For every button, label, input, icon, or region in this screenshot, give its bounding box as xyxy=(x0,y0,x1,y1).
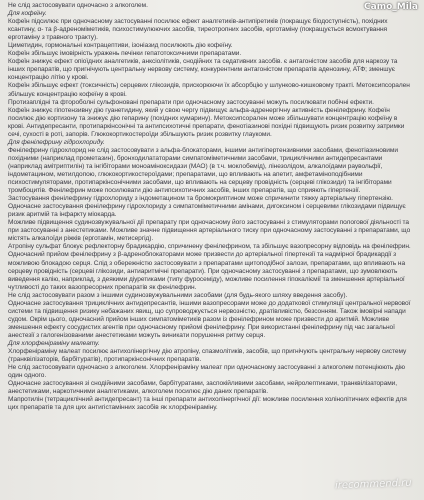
paragraph-alcohol-warning: Не слід застосовувати одночасно з алкоголем. xyxy=(8,2,148,9)
paragraph: Хлорфеніраміну малеат посилює антихолінергічну дію атропіну, спазмолітиків, засобів, що пригнічують центральну нервову систему (транквілізаторів, барбітуратів), протипаркінсонічних препаратів. xyxy=(8,348,407,364)
paragraph: Кофеїн знижує ефект опіоїдних аналгетиків, анксіолітиків, снодійних та седативних засобів. є антагоністом засобів для наркозу та інших препаратів, що пригнічують центральну нервову систему, конкурентним антагоністом препаратів аденозину, АТФ; зменшує концентрацію літію у крові. xyxy=(8,58,398,82)
paragraph: Не слід застосовувати одночасно з алкоголем. Хлорфеніраміну малеат при одночасному застосуванні з алкоголем потенціюють дію один одного. xyxy=(8,364,406,380)
paragraph: Не слід застосовувати разом з іншими судинозвужувальними засобами (для будь-якого шляху введення засобу). xyxy=(8,291,348,299)
paragraph: Кофеїн підсилює при одночасному застосуванні посилює ефект аналгетиків-антипіретиків (покращує біодоступність), похідних ксантину, α- та β-адреноміметиків, психостимулюючих засобів, тиреотропних засобів, ерготаміну (покращується всмоктування ерготаміну з травного тракту). xyxy=(8,18,388,42)
paragraph: Одночасне застосування трициклічних антидепресантів, іншими вазопресорами може до додаткової стимуляції центральної нервової системи та підвищення ризику небажаних явищ, що супроводжується нервозністю, дратівливістю, безсонням. Також імовірні напади судом. Окрім цього, одночасний прийом інших симпатоміметиків разом із фенілефрином може призвести до аритмій. Можливе зменшення ефекту сосудистих агентів при одночасному прийомі фенілефрину. При використанні фенілефрину під час загальної анестезії з галогенізованими анестетиками можуть виникати порушення ритму серця. xyxy=(8,299,411,339)
paragraph: Протизаплідні та фтороболні сульфоновані препарати при одночасному застосуванні можуть посилювати побічні ефекти. xyxy=(8,98,374,106)
watermark-site: irecommend.ru xyxy=(335,477,413,492)
paragraph: Фенілефрину гідрохлорид не слід застосовувати з альфа-блокаторами, іншими антигіпертензивними засобами, фенотіазиновими похідними (наприклад прометазин), бронходилататорами симпатоміметичними засобами, трициклічними антидепресантами (наприклад амітриптилін) та інгібіторами моноаміноксидази (МАО) (в т.ч. моклобемід), лінезолідом, алкалоїдами раувольфії, індометацином, метилдопою, глюкокортикостероїдами; препаратами, що впливають на апетит, амфетаміноподібними психостимуляторами, протипаркінсонічними засобами, що впливають на серцеву провідність (серцеві глікозиди) та інгібіторами тромбоцитів. Фенілефрин може посилювати дію антипсихотичних засобів, інших препаратів, що сприяють гіпертензії. xyxy=(8,146,398,195)
paragraph: Кофеїн збільшує імовірність уражень печінки гепатотоксичними препаратами. xyxy=(8,50,242,58)
watermark-username: Camo_Mila xyxy=(364,2,418,12)
section-heading-phenylephrine: Для фенілефрину гідрохлориду. xyxy=(8,138,105,146)
leaflet-text-block xyxy=(8,2,412,412)
paragraph: Кофеїн знижує гіпотензивну дію гуанетидину, який у свою чергу підвищує альфа-адренергічну активність фенілефрину. Кофеїн посилює дію кортизону та знижує дію гепарину (похідних кумарину). Метоксипсорален може збільшувати концентрацію кофеїну в крові. Антидепресанти, протипаркінсонічні та антипсихотичні препарати, фенотіазинові похідні підвищують ризик розвитку затримки сечі, сухості в роті, запорів. Глюкокортикостероїди збільшують ризик розвитку глаукоми. xyxy=(8,106,405,138)
paragraph: Мапротилін (тетрациклічний антидепресант) та інші препарати антихолінергічної дії: можливе посилення холінолітичних ефектів для цих препаратів та для цих антигістамінних засобів як хлорфеніраміну. xyxy=(8,396,407,412)
paragraph: Атропіну сульфат блокує рефлекторну брадикардію, спричинену фенілефрином, та збільшує вазопресорну відповідь на фенілефрин. Одночасний прийом фенілефрину з β-адреноблокаторами може призвести до артеріальної гіпертензії та надмірної брадикардії з можливою блокадою серця. Слід з обережністю застосовувати з препаратами щитоподібної залози, препаратами, що впливають на серцеву провідність (серцеві глікозиди, антиаритмічні препарати). При одночасному застосуванні з препаратами, що зумовлюють виведення калію, наприклад, з деякими діуретиками (типу фуросеміду), можливе посилення гіпокаліємії та зменшення артеріальної чутливості до таких вазопресорних препаратів як фенілефрин. xyxy=(8,243,411,291)
paragraph: Застосування фенілефрину гідрохлориду з індометацином та бромокриптином може спричинити тяжку артеріальну гіпертензію. Одночасне застосування фенілефрину гідрохлориду з симпатоміметичними амінами, дигоксином і серцевими глікозидами підвищує ризик аритмій та інфаркту міокарда. xyxy=(8,195,406,219)
section-heading-caffeine: Для кофеїну. xyxy=(8,10,47,18)
section-heading-chlorphenamine: Для хлорфеніраміну малеату. xyxy=(8,339,100,347)
paragraph: Циметидин, гормональні контрацептиви, ізоніазид посилюють дію кофеїну. xyxy=(8,42,233,50)
paragraph: Можливе підвищення судинозвужувальної дії препарату при одночасному його застосуванні з стимуляторами пологової діяльності та при застосуванні з анестетиками. Можливе значне підвищення артеріального тиску при одночасному застосуванні з препаратами, що містять алкалоїди ріжків (ерготамін, метисергід). xyxy=(8,219,411,243)
paragraph: Одночасне застосування зі снодійними засобами, барбітуратами, заспокійливими засобами, нейролептиками, транквілізаторами, анестетиками, наркотичними аналгетиками, алкоголем посилює дію даних препаратів. xyxy=(8,380,398,396)
paragraph: Кофеїн збільшує ефект (токсичність) серцевих глікозидів, прискорюючи їх абсорбцію у шлунково-кишковому тракті. Метоксипсорален збільшує концентрацію кофеїну в крові. xyxy=(8,82,410,98)
